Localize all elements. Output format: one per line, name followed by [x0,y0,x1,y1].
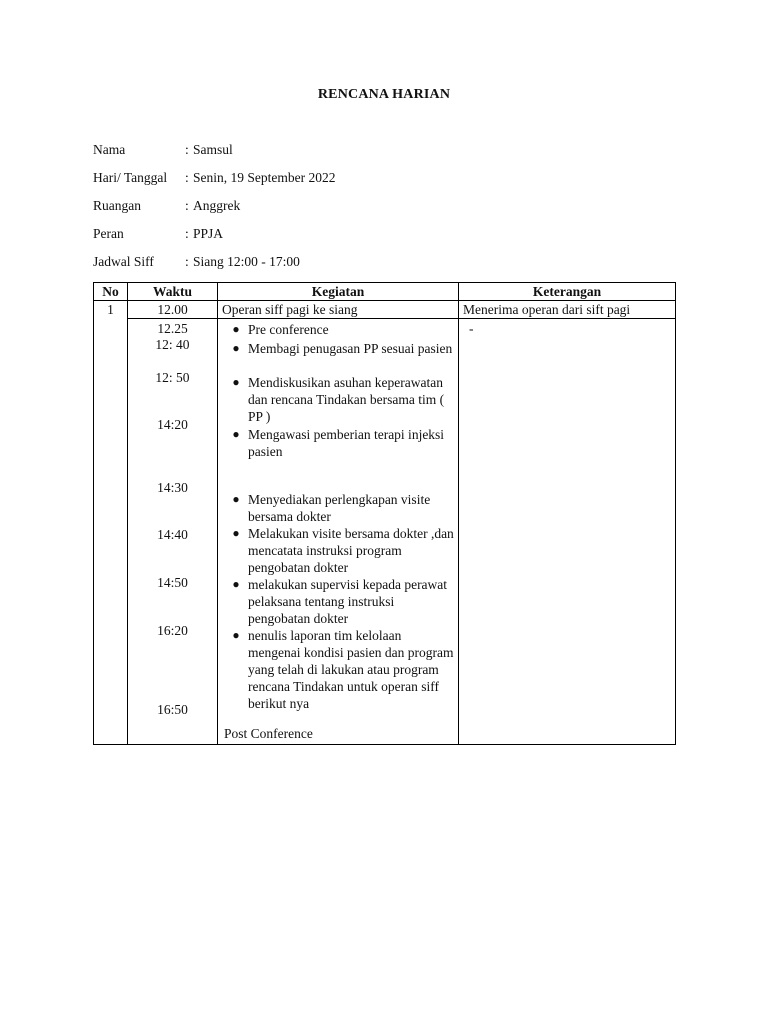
info-colon: : [185,170,189,185]
info-value: Anggrek [193,198,241,213]
activity-text: Melakukan visite bersama dokter ,dan mencatata instruksi program pengobatan dokter [248,526,454,575]
list-item [230,374,454,425]
time-label: 14:40 [157,527,188,542]
time-label: 12: 40 [155,337,190,352]
table-row [94,301,676,319]
info-value: Senin, 19 September 2022 [193,170,336,185]
bullet-icon: ● [232,628,240,642]
info-colon: : [185,254,189,269]
bullet-icon: ● [232,341,240,355]
info-label: Nama [93,142,126,157]
time-label: 14:20 [157,417,188,432]
bullet-icon: ● [232,427,240,441]
bullet-icon: ● [232,492,240,506]
info-colon: : [185,142,189,157]
list-item [230,491,454,525]
note-cell [459,319,676,745]
info-value: Siang 12:00 - 17:00 [193,254,300,269]
header-keterangan: Keterangan [459,283,676,301]
activity-text: Menyediakan perlengkapan visite bersama dokter [248,492,431,524]
list-item [230,627,454,712]
row-number: 1 [94,301,128,745]
info-label: Peran [93,226,124,241]
bullet-icon: ● [232,577,240,591]
list-item [230,340,454,357]
table-header-row [94,283,676,301]
document-title: RENCANA HARIAN [317,87,451,102]
time-label: 12: 50 [155,370,190,385]
activity-list-cell [218,319,459,745]
bullet-icon: ● [232,526,240,540]
info-colon: : [185,198,189,213]
info-value: Samsul [193,142,233,157]
info-label: Ruangan [93,198,141,213]
time-label: 12.25 [157,321,188,336]
time-label: 14:50 [157,575,188,590]
row-time: 12.00 [128,301,218,319]
list-item [230,426,454,460]
bullet-icon: ● [232,322,240,336]
time-label: 16:20 [157,623,188,638]
list-item [230,321,454,338]
header-no: No [94,283,128,301]
list-item [230,525,454,576]
activity-text: Mengawasi pemberian terapi injeksi pasien [248,427,445,459]
header-waktu: Waktu [128,283,218,301]
post-conference-text: Post Conference [224,726,313,741]
schedule-table [93,282,676,745]
activity-text: Membagi penugasan PP sesuai pasien [248,341,453,356]
info-label: Jadwal Siff [93,254,154,269]
info-label: Hari/ Tanggal [93,170,168,185]
time-label: 14:30 [157,480,188,495]
table-row [94,319,676,745]
row-note: Menerima operan dari sift pagi [459,301,676,319]
activity-text: melakukan supervisi kepada perawat pelaksana tentang instruksi pengobatan dokter [248,577,448,626]
activity-text: Mendiskusikan asuhan keperawatan dan rencana Tindakan bersama tim ( PP ) [248,375,445,424]
info-value: PPJA [193,226,224,241]
header-kegiatan: Kegiatan [218,283,459,301]
list-item [230,576,454,627]
time-label: 16:50 [157,702,188,717]
activity-text: Pre conference [248,322,329,337]
info-colon: : [185,226,189,241]
time-list-cell [128,319,218,745]
row-activity: Operan siff pagi ke siang [218,301,459,319]
note-dash: - [469,321,474,336]
bullet-icon: ● [232,375,240,389]
activity-text: nenulis laporan tim kelolaan mengenai kondisi pasien dan program yang telah di lakukan atau program rencana Tindakan untuk operan siff berikut nya [248,628,454,711]
